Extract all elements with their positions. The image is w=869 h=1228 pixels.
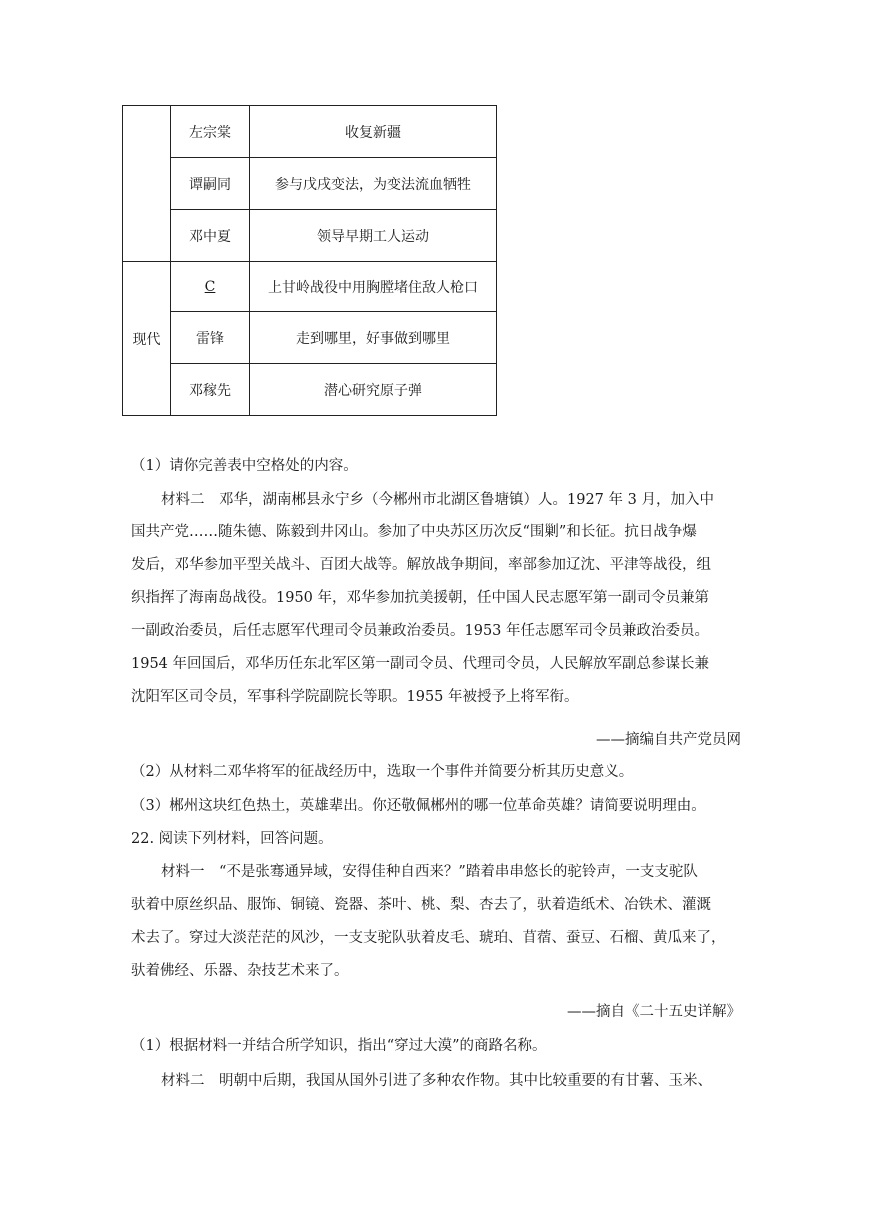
figure-name: 雷锋 (171, 312, 250, 364)
figure-deed: 参与戊戌变法，为变法流血牺牲 (250, 158, 497, 210)
table-row (123, 210, 497, 262)
figure-name: 邓稼先 (171, 364, 250, 416)
figure-deed: 上甘岭战役中用胸膛堵住敌人枪口 (250, 262, 497, 312)
historical-figures-table (122, 105, 497, 416)
material-2b-line: 材料二 明朝中后期，我国从国外引进了多种农作物。其中比较重要的有甘薯、玉米、 (161, 1073, 712, 1089)
figure-deed: 潜心研究原子弹 (250, 364, 497, 416)
question-1: （1）请你完善表中空格处的内容。 (131, 458, 358, 474)
material-2-source: ——摘编自共产党员网 (596, 732, 741, 748)
era-cell-blank (123, 106, 171, 262)
table-row (123, 106, 497, 158)
material-2-line: 一副政治委员，后任志愿军代理司令员兼政治委员。1953 年任志愿军司令员兼政治委员。 (131, 623, 710, 639)
blank-placeholder: C (204, 278, 216, 295)
question-22-1: （1）根据材料一并结合所学知识，指出“穿过大漠”的商路名称。 (131, 1038, 547, 1054)
table-row (123, 312, 497, 364)
material-2-line: 织指挥了海南岛战役。1950 年，邓华参加抗美援朝，任中国人民志愿军第一副司令员兼第 (131, 590, 710, 606)
figure-name: 邓中夏 (171, 210, 250, 262)
figure-name: 左宗棠 (171, 106, 250, 158)
material-1-source: ——摘自《二十五史详解》 (567, 1004, 741, 1020)
figure-deed: 领导早期工人运动 (250, 210, 497, 262)
material-2-line: 沈阳军区司令员，军事科学院副院长等职。1955 年被授予上将军衔。 (131, 689, 579, 705)
material-2-line: 国共产党……随朱德、陈毅到井冈山。参加了中央苏区历次反“围剿”和长征。抗日战争爆 (131, 524, 697, 540)
material-1-line: 术去了。穿过大淡茫茫的风沙，一支支驼队驮着皮毛、琥珀、苜蓿、蚕豆、石榴、黄瓜来了， (131, 930, 726, 946)
era-cell-modern: 现代 (123, 262, 171, 416)
question-2: （2）从材料二邓华将军的征战经历中，选取一个事件并简要分析其历史意义。 (131, 764, 634, 780)
question-22: 22. 阅读下列材料，回答问题。 (131, 831, 333, 847)
material-1-line: 驮着佛经、乐器、杂技艺术来了。 (131, 963, 349, 979)
figure-name-blank (171, 262, 250, 312)
table-row (123, 158, 497, 210)
material-1-line: 材料一 “不是张骞通异域，安得佳种自西来？”踏着串串悠长的驼铃声，一支支驼队 (161, 864, 698, 880)
figure-deed: 走到哪里，好事做到哪里 (250, 312, 497, 364)
figure-deed: 收复新疆 (250, 106, 497, 158)
material-2-line: 材料二 邓华，湖南郴县永宁乡（今郴州市北湖区鲁塘镇）人。1927 年 3 月，加入中 (161, 492, 714, 508)
material-1-line: 驮着中原丝织品、服饰、铜镜、瓷器、茶叶、桃、梨、杏去了，驮着造纸术、冶铁术、灌溉 (131, 897, 711, 913)
figure-name: 谭嗣同 (171, 158, 250, 210)
table-row (123, 262, 497, 312)
question-3: （3）郴州这块红色热土，英雄辈出。你还敬佩郴州的哪一位革命英雄？请简要说明理由。 (131, 798, 706, 814)
material-2-line: 发后，邓华参加平型关战斗、百团大战等。解放战争期间，率部参加辽沈、平津等战役，组 (131, 557, 711, 573)
table-row (123, 364, 497, 416)
material-2-line: 1954 年回国后，邓华历任东北军区第一副司令员、代理司令员，人民解放军副总参谋长兼 (131, 656, 710, 672)
